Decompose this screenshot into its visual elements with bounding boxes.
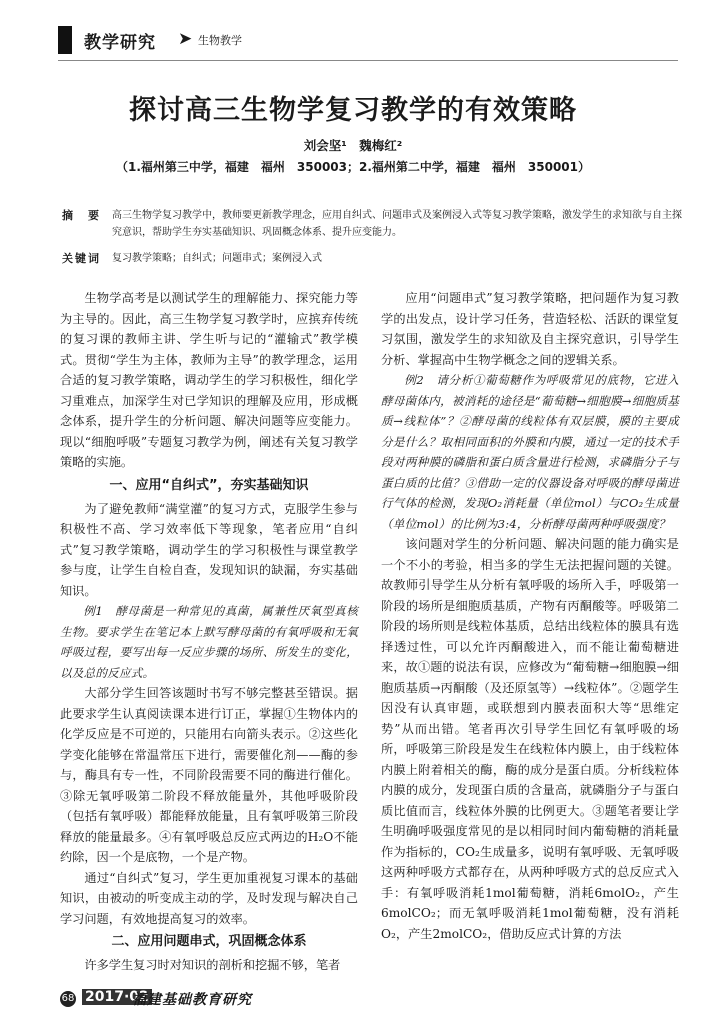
section-heading-1: 一、应用“自纠式”，夯实基础知识 [109, 477, 309, 493]
page-footer [0, 985, 706, 1015]
left-column [60, 288, 358, 976]
header-rule [58, 60, 678, 61]
subsection-title: 生物教学 [198, 34, 242, 47]
right-column [381, 288, 679, 944]
example-2: 例2 请分析①葡萄糖作为呼吸常见的底物，它进入酵母菌体内，被消耗的途径是“葡萄糖→细胞膜→细胞质基质→线粒体”？②酵母菌的线粒体有双层膜，膜的主要成分是什么？取相同面积的外膜和内膜，通过一定的技术手段对两种膜的磷脂和蛋白质含量进行检测，求磷脂分子与蛋白质的比值？③借助一定的仪器设备对呼吸的酵母菌进行气体的检测，发现O₂消耗量（单位mol）与CO₂生成量（单位mol）的比例为3:4，分析酵母菌两种呼吸强度？ [381, 373, 679, 531]
paragraph: 应用“问题串式”复习教学策略，把问题作为复习教学的出发点，设计学习任务，营造轻松、活跃的课堂复习氛围，激发学生的求知欲及自主探究意识，引导学生分析、掌握高中生物学概念之间的逻辑关系。 [381, 291, 679, 367]
paragraph: 通过“自纠式”复习，学生更加重视复习课本的基础知识，由被动的听变成主动的学，及时发现与解决自己学习问题，有效地提高复习的效率。 [60, 870, 358, 926]
keywords-label: 关键词 [62, 252, 101, 265]
article-title: 探讨高三生物学复习教学的有效策略 [129, 95, 577, 126]
article-authors: 刘会坚¹ 魏梅红² [303, 138, 403, 153]
arrow-icon: ➤ [178, 29, 193, 49]
article-affiliations: （1.福州第三中学，福建 福州 350003；2.福州第二中学，福建 福州 350001） [115, 160, 590, 174]
paragraph: 许多学生复习时对知识的剖析和挖掘不够，笔者 [84, 958, 341, 972]
paragraph: 该问题对学生的分析问题、解决问题的能力确实是一个不小的考验，相当多的学生无法把握问题的关键。故教师引导学生从分析有氧呼吸的场所入手，呼吸第一阶段的场所是细胞质基质，产物有丙酮酸等。呼吸第二阶段的场所则是线粒体基质，总结出线粒体的膜具有选择透过性，可以允许丙酮酸进入，而不能让葡萄糖进来，故①题的说法有误，应修改为“葡萄糖→细胞膜→细胞质基质→丙酮酸（及还原氢等）→线粒体”。②题学生因没有认真审题，或联想到内膜表面积大等“思维定势”从而出错。笔者再次引导学生回忆有氧呼吸的场所，呼吸第三阶段是发生在线粒体内膜上，由于线粒体内膜上附着相关的酶，酶的成分是蛋白质。分析线粒体内膜的成分，发现蛋白质的含量高，就磷脂分子与蛋白质比值而言，线粒体外膜的比例更大。③题笔者要让学生明确呼吸强度常见的是以相同时间内葡萄糖的消耗量作为指标的，CO₂生成量多，说明有氧呼吸、无氧呼吸这两种呼吸方式都存在，从两种呼吸方式的总反应式入手：有氧呼吸消耗1mol葡萄糖，消耗6molO₂，产生6molCO₂；而无氧呼吸消耗1mol葡萄糖，没有消耗O₂，产生2molCO₂，借助反应式计算的方法 [381, 537, 679, 941]
keywords-text: 复习教学策略；自纠式；问题串式；案例浸入式 [112, 253, 322, 264]
example-1: 例1 酵母菌是一种常见的真菌，属兼性厌氧型真核生物。要求学生在笔记本上默写酵母菌的有氧呼吸和无氧呼吸过程，要写出每一反应步骤的场所、所发生的变化，以及总的反应式。 [60, 604, 358, 680]
journal-name: 福建基础教育研究 [132, 992, 252, 1008]
abstract-block [62, 207, 682, 247]
intro-paragraph: 生物学高考是以测试学生的理解能力、探究能力等为主导的。因此，高三生物学复习教学时，应摈弃传统的复习课的教师主讲、学生听与记的“灌输式”教学模式。贯彻“学生为主体，教师为主导”的教学理念，运用合适的复习教学策略，调动学生的学习积极性，细化学习重难点，加深学生对已学知识的理解及应用，形成概念体系，提升学生的分析问题、解决问题等应变能力。现以“细胞呼吸”专题复习教学为例，阐述有关复习教学策略的实施。 [60, 291, 358, 469]
page-number: 68 [60, 991, 76, 1007]
abstract-text: 高三生物学复习教学中，教师要更新教学理念，应用自纠式、问题串式及案例浸入式等复习教学策略，激发学生的求知欲与自主探究意识，帮助学生夯实基础知识、巩固概念体系、提升应变能力。 [112, 210, 682, 238]
page-header [58, 26, 678, 56]
abstract-label: 摘 要 [62, 209, 101, 222]
section-heading-2: 二、应用问题串式，巩固概念体系 [111, 934, 307, 949]
paragraph: 为了避免教师“满堂灌”的复习方式，克服学生参与积极性不高、学习效率低下等现象，笔者应用“自纠式”复习教学策略，调动学生的学习积极性与课堂教学参与度，让学生自检自查，发现知识的缺漏，夯实基础知识。 [60, 501, 358, 598]
keywords-block [62, 250, 672, 268]
paragraph: 大部分学生回答该题时书写不够完整甚至错误。据此要求学生认真阅读课本进行订正，掌握①生物体内的化学反应是不可逆的，只能用右向箭头表示。②这些化学变化能够在常温常压下进行，需要催化剂——酶的参与，酶具有专一性，不同阶段需要不同的酶进行催化。③除无氧呼吸第二阶段不释放能量外，其他呼吸阶段（包括有氧呼吸）都能释放能量，且有氧呼吸第三阶段释放的能量最多。④有氧呼吸总反应式两边的H₂O不能约除，因一个是底物，一个是产物。 [60, 686, 358, 864]
section-title: 教学研究 [84, 33, 156, 53]
issue-label: 2017·02 [82, 989, 152, 1005]
header-block-mark [58, 26, 72, 54]
